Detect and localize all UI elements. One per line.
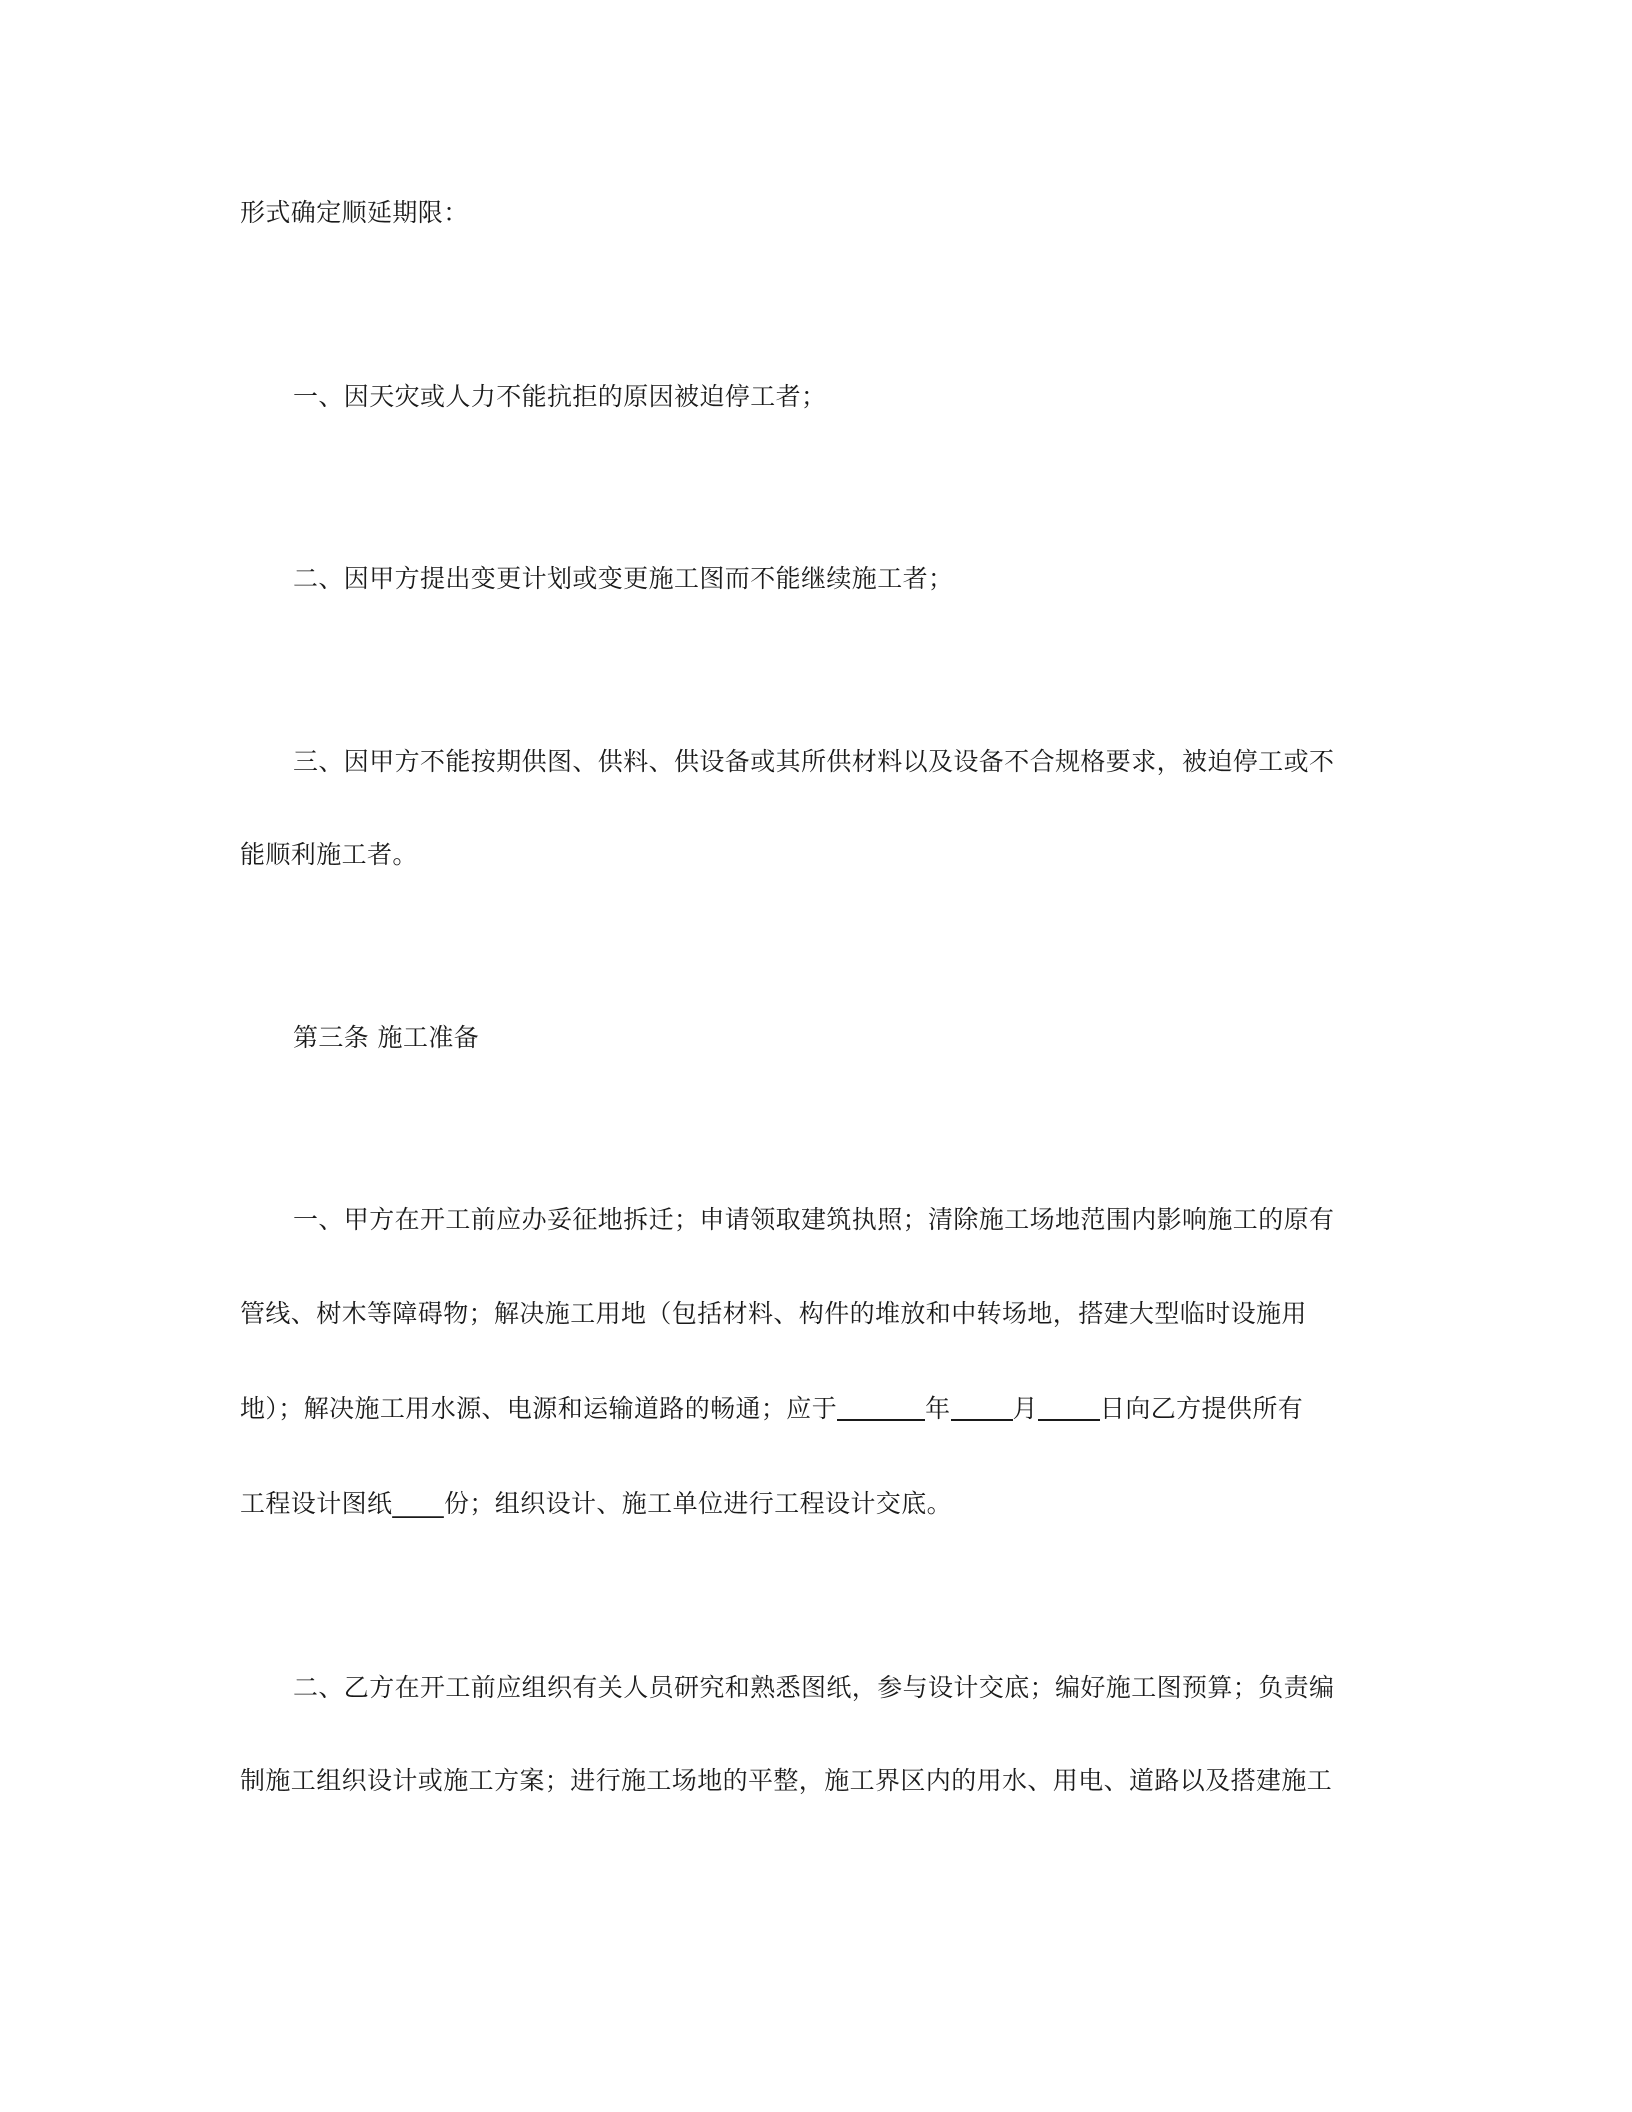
month-blank <box>951 1395 1013 1421</box>
prep-item-1-line-1: 一、甲方在开工前应办妥征地拆迁；申请领取建筑执照；清除施工场地范围内影响施工的原有 <box>293 1205 1335 1234</box>
year-label: 年 <box>925 1394 951 1423</box>
prep-item-1-line-3-text-b: 日向乙方提供所有 <box>1099 1394 1304 1423</box>
intro-line: 形式确定顺延期限： <box>240 198 469 227</box>
prep-item-1-line-2: 管线、树木等障碍物；解决施工用地（包括材料、构件的堆放和中转场地，搭建大型临时设施用 <box>240 1299 1307 1328</box>
delay-item-3-line-2: 能顺利施工者。 <box>240 840 418 869</box>
delay-item-2: 二、因甲方提出变更计划或变更施工图而不能继续施工者； <box>293 564 954 593</box>
prep-item-2-line-2: 制施工组织设计或施工方案；进行施工场地的平整，施工界区内的用水、用电、道路以及搭建施工 <box>240 1766 1333 1795</box>
delay-item-3-line-1: 三、因甲方不能按期供图、供料、供设备或其所供材料以及设备不合规格要求，被迫停工或不 <box>293 747 1335 776</box>
prep-item-1-line-3-text-a: 地）；解决施工用水源、电源和运输道路的畅通；应于 <box>240 1394 838 1423</box>
delay-item-1: 一、因天灾或人力不能抗拒的原因被迫停工者； <box>293 382 827 411</box>
prep-item-1-line-3 <box>240 1392 1303 1426</box>
day-blank <box>1038 1395 1100 1421</box>
article-title: 第三条 施工准备 <box>293 1023 480 1052</box>
prep-item-2-line-1: 二、乙方在开工前应组织有关人员研究和熟悉图纸，参与设计交底；编好施工图预算；负责编 <box>293 1673 1335 1702</box>
month-label: 月 <box>1012 1394 1038 1423</box>
year-blank <box>837 1395 925 1421</box>
prep-item-1-line-4: 工程设计图纸____份；组织设计、施工单位进行工程设计交底。 <box>240 1489 953 1518</box>
